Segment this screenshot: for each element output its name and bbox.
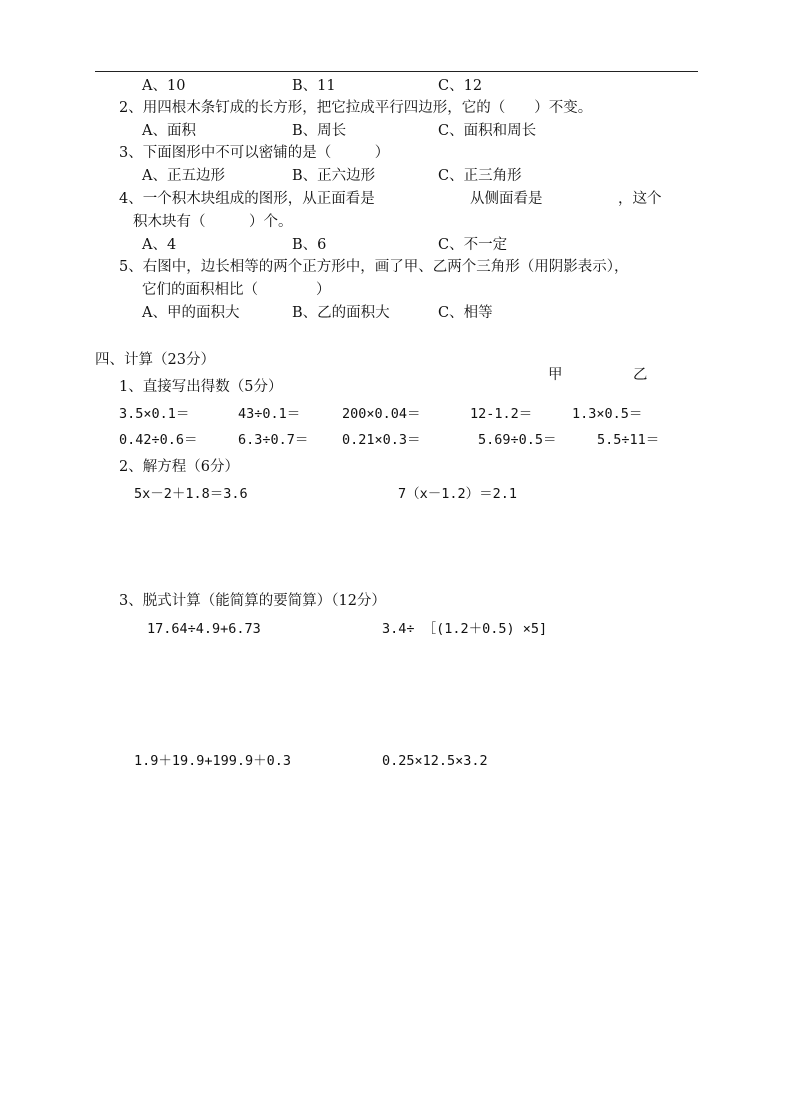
q5-text-line2: 它们的面积相比（ ） bbox=[142, 282, 331, 298]
q2-option-a: A、面积 bbox=[142, 123, 196, 139]
oral-r1-c2: 43÷0.1＝ bbox=[238, 406, 301, 422]
q3-option-c: C、正三角形 bbox=[438, 168, 522, 184]
oral-r2-c5: 5.5÷11＝ bbox=[597, 432, 660, 448]
oral-r1-c4: 12-1.2＝ bbox=[470, 406, 533, 422]
part2-title: 2、解方程（6分） bbox=[119, 459, 239, 475]
q1-option-c: C、12 bbox=[438, 78, 483, 94]
oral-r2-c2: 6.3÷0.7＝ bbox=[238, 432, 309, 448]
expression-2: 3.4÷ ［(1.2＋0.5) ×5] bbox=[382, 621, 548, 637]
oral-r2-c4: 5.69÷0.5＝ bbox=[478, 432, 557, 448]
oral-r1-c1: 3.5×0.1＝ bbox=[119, 406, 190, 422]
q4-option-b: B、6 bbox=[292, 237, 327, 253]
header-rule bbox=[95, 71, 698, 72]
q4-option-a: A、4 bbox=[142, 237, 177, 253]
q2-text: 2、用四根木条钉成的长方形，把它拉成平行四边形，它的（ ）不变。 bbox=[119, 100, 593, 116]
q3-option-a: A、正五边形 bbox=[142, 168, 225, 184]
equation-1: 5x－2＋1.8＝3.6 bbox=[134, 486, 248, 502]
oral-r2-c1: 0.42÷0.6＝ bbox=[119, 432, 198, 448]
part1-title: 1、直接写出得数（5分） bbox=[119, 379, 283, 395]
equation-2: 7（x－1.2）＝2.1 bbox=[398, 486, 518, 502]
expression-4: 0.25×12.5×3.2 bbox=[382, 753, 488, 769]
q3-option-b: B、正六边形 bbox=[292, 168, 376, 184]
q2-option-b: B、周长 bbox=[292, 123, 347, 139]
expression-1: 17.64÷4.9+6.73 bbox=[147, 621, 261, 637]
q4-option-c: C、不一定 bbox=[438, 237, 508, 253]
q4-text-line2: 积木块有（ ）个。 bbox=[133, 214, 293, 230]
figure-label-jia: 甲 bbox=[548, 367, 563, 383]
q1-option-b: B、11 bbox=[292, 78, 336, 94]
part3-title: 3、脱式计算（能简算的要简算）（12分） bbox=[119, 593, 386, 609]
q3-text: 3、下面图形中不可以密铺的是（ ） bbox=[119, 145, 390, 161]
figure-label-yi: 乙 bbox=[633, 367, 648, 383]
q5-option-c: C、相等 bbox=[438, 305, 493, 321]
expression-3: 1.9＋19.9+199.9＋0.3 bbox=[134, 753, 292, 769]
q4-text-part2: 从侧面看是 bbox=[470, 191, 543, 207]
q4-text-part3: ，这个 bbox=[618, 191, 662, 207]
q5-option-b: B、乙的面积大 bbox=[292, 305, 390, 321]
q2-option-c: C、面积和周长 bbox=[438, 123, 537, 139]
oral-r2-c3: 0.21×0.3＝ bbox=[342, 432, 421, 448]
q1-option-a: A、10 bbox=[142, 78, 186, 94]
oral-r1-c3: 200×0.04＝ bbox=[342, 406, 421, 422]
q4-text-part1: 4、一个积木块组成的图形，从正面看是 bbox=[119, 191, 375, 207]
q5-option-a: A、甲的面积大 bbox=[142, 305, 240, 321]
q5-text-line1: 5、右图中，边长相等的两个正方形中，画了甲、乙两个三角形（用阴影表示）， bbox=[119, 259, 629, 275]
oral-r1-c5: 1.3×0.5＝ bbox=[572, 406, 643, 422]
section4-title: 四、计算（23分） bbox=[95, 352, 215, 368]
